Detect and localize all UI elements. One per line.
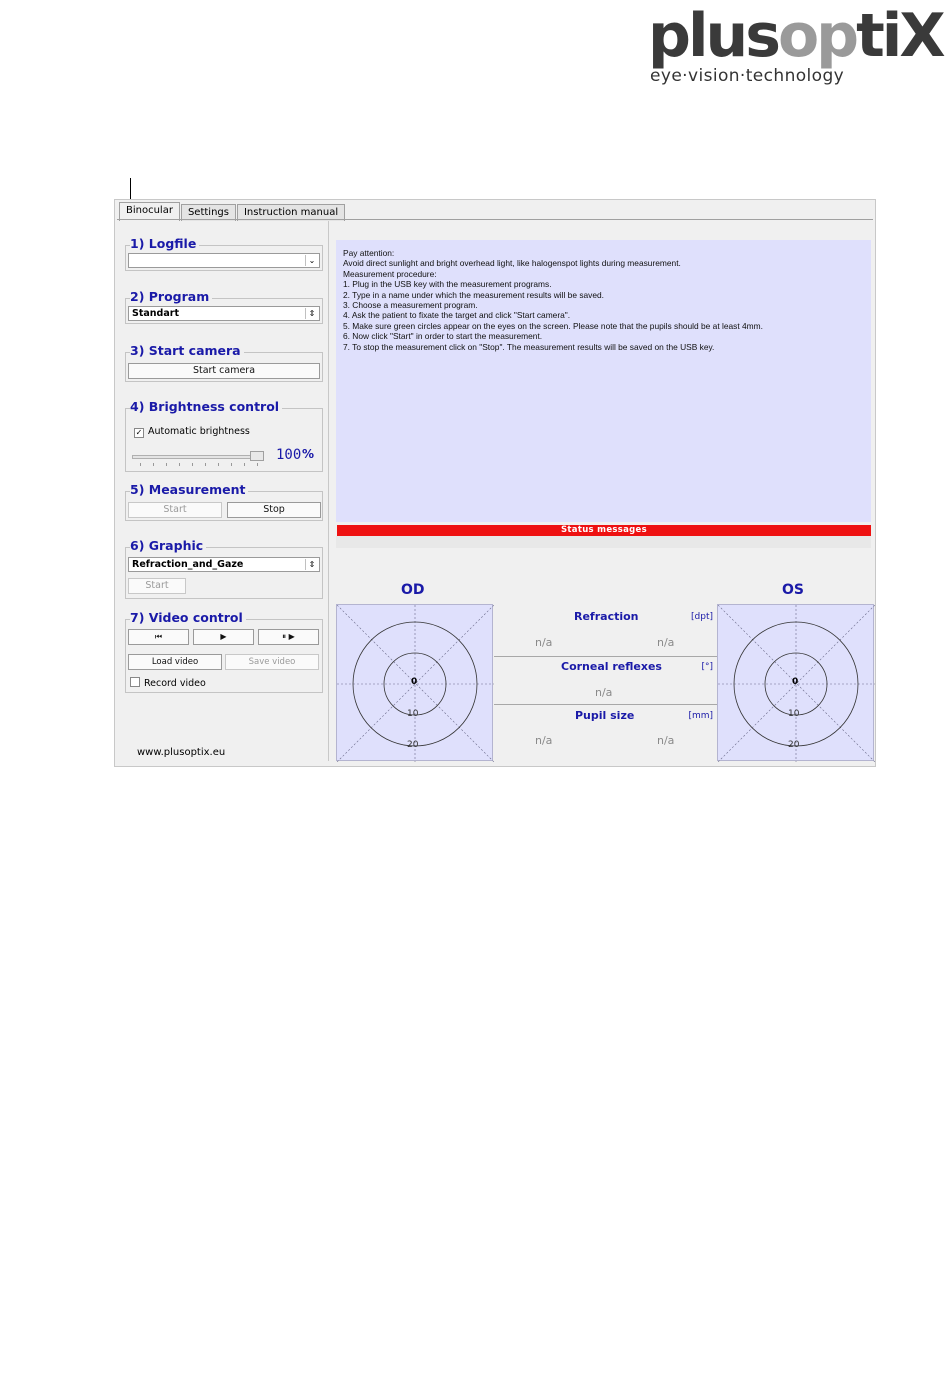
start-camera-button[interactable]: Start camera [128,363,320,379]
refraction-os-value: n/a [657,636,675,649]
tab-bar [119,204,346,220]
brightness-unit: % [302,447,315,461]
tab-instruction-manual[interactable]: Instruction manual [237,204,345,221]
od-ring-label-mid: 10 [407,709,419,719]
brightness-slider-ticks [140,463,260,466]
od-ring-label-outer: 20 [407,740,419,750]
instruction-line: 3. Choose a measurement program. [343,300,478,311]
results-divider [494,656,717,657]
graphic-start-button[interactable]: Start [128,578,186,594]
brightness-slider-handle[interactable] [250,451,264,461]
record-video-checkbox[interactable] [130,677,206,689]
graphic-select[interactable] [128,557,320,572]
checkbox-box [130,677,140,687]
load-video-button[interactable]: Load video [128,654,222,670]
video-control-group [125,610,323,693]
logfile-group [125,236,323,271]
logfile-title: 1) Logfile [130,236,199,251]
updown-arrow-icon: ⇕ [305,559,318,570]
os-ring-label-outer: 20 [788,740,800,750]
program-value: Standart [132,308,179,319]
brightness-slider-track[interactable] [132,455,264,459]
instruction-line: 5. Make sure green circles appear on the eyes on the screen. Please note that the pupils should be at least 4mm. [343,320,763,331]
program-title: 2) Program [130,289,212,304]
brightness-value: 100 [276,447,302,463]
refraction-unit: [dpt] [691,612,713,622]
plusoptix-logo [648,0,943,95]
control-panel [117,221,329,761]
graphic-title: 6) Graphic [130,538,206,553]
instructions-box [336,240,871,522]
rewind-icon: ⏮ [154,632,163,641]
play-button[interactable] [193,629,254,645]
status-messages-area [336,536,871,548]
logfile-select[interactable] [128,253,320,268]
pause-play-button[interactable] [258,629,319,645]
instruction-line: 6. Now click "Start" in order to start the measurement. [343,331,543,342]
brightness-group [125,399,323,472]
refraction-title: Refraction [574,610,639,623]
tab-divider [117,219,873,220]
app-window [114,199,876,767]
logo-tagline: eye·vision·technology [650,66,845,86]
checkbox-check-icon: ✓ [135,428,143,437]
brightness-title: 4) Brightness control [130,399,282,414]
video-control-title: 7) Video control [130,610,246,625]
pupil-size-title: Pupil size [575,709,635,722]
instructions-text [343,248,763,352]
start-camera-title: 3) Start camera [130,343,244,358]
pause-play-icon: ⏸ ▶ [282,632,295,641]
corneal-reflexes-unit: [°] [701,662,713,672]
tab-binocular[interactable]: Binocular [119,202,180,221]
record-video-label: Record video [144,678,206,689]
od-gaze-plot [336,604,493,761]
updown-arrow-icon: ⇕ [305,308,318,319]
instruction-line: Measurement procedure: [343,268,437,279]
footer-url[interactable]: www.plusoptix.eu [137,747,226,758]
logo-part-x: X [899,1,943,71]
program-group [125,289,323,324]
instruction-line: 7. To stop the measurement click on "Stop". The measurement results will be saved on the USB key. [343,341,715,352]
refraction-od-value: n/a [535,636,553,649]
instruction-line: 4. Ask the patient to fixate the target and click "Start camera". [343,310,571,321]
pupil-size-os-value: n/a [657,734,675,747]
os-center-label: 0 [792,677,799,687]
os-gaze-plot [717,604,874,761]
logo-wordmark [648,0,943,72]
rewind-button[interactable] [128,629,189,645]
logo-part-op: op [777,1,857,71]
measurement-stop-button[interactable]: Stop [227,502,321,518]
auto-brightness-label: Automatic brightness [148,426,250,437]
measurement-title: 5) Measurement [130,482,248,497]
status-messages-bar: Status messages [337,525,871,536]
corneal-reflexes-value: n/a [595,686,613,699]
results-panel [494,604,717,761]
os-label: OS [782,582,804,598]
results-divider [494,704,717,705]
play-icon: ▶ [220,632,227,641]
measurement-start-button[interactable]: Start [128,502,222,518]
os-ring-label-mid: 10 [788,709,800,719]
program-select[interactable] [128,306,320,321]
instruction-line: Pay attention: [343,248,395,258]
auto-brightness-checkbox[interactable] [134,426,250,438]
od-label: OD [401,582,425,598]
tab-settings[interactable]: Settings [181,204,236,221]
graphic-group [125,538,323,599]
od-center-label: 0 [411,677,418,687]
logo-part-plus: plus [648,1,778,71]
instruction-line: 1. Plug in the USB key with the measurement programs. [343,279,552,290]
instruction-line: 2. Type in a name under which the measurement results will be saved. [343,289,605,300]
pupil-size-unit: [mm] [688,711,713,721]
chevron-down-icon: ⌄ [305,255,318,266]
save-video-button[interactable]: Save video [225,654,319,670]
measurement-group [125,482,323,521]
instruction-line: Avoid direct sunlight and bright overhead light, like halogenspot lights during measurement. [343,258,681,269]
pupil-size-od-value: n/a [535,734,553,747]
logo-part-ti: ti [856,1,900,71]
corneal-reflexes-title: Corneal reflexes [561,660,662,673]
graphic-value: Refraction_and_Gaze [132,559,244,570]
start-camera-group [125,343,323,382]
